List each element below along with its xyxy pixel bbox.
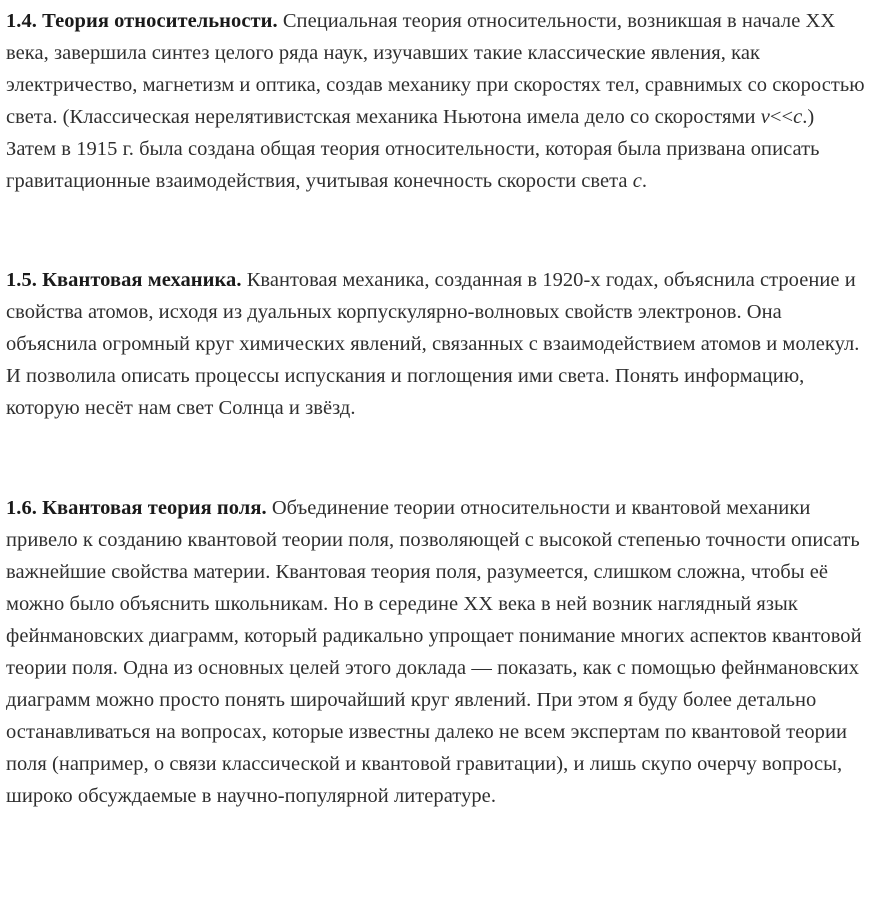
section-body-text: Специальная теория относительности, возникшая в начале XX века, завершила синтез целого ряда наук, изучавших такие классические явления, как электричество, магнетизм и оптика, создав механику при скоростях тел, сравнимых со скоростью света. (Классическая нерелятивистская механика Ньютона имела дело со скоростями [6,10,865,128]
much-less-symbol: << [769,106,794,128]
section-heading: 1.6. Квантовая теория поля. [6,497,267,519]
light-speed-variable: c [793,106,803,128]
section-heading: 1.5. Квантовая механика. [6,269,242,291]
section-relativity [6,5,868,197]
section-quantum-field-theory [6,492,868,812]
velocity-variable: v [760,106,770,128]
section-body-text: Квантовая механика, созданная в 1920-х годах, объяснила строение и свойства атомов, исходя из дуальных корпускулярно-волновых свойств электронов. Она объяснила огромный круг химических явлений, связанных с взаимодействием атомов и молекул. И позволила описать процессы испускания и поглощения ими света. Понять информацию, которую несёт нам свет Солнца и звёзд. [6,269,860,419]
section-body-text: Объединение теории относительности и квантовой механики привело к созданию квантовой теории поля, позволяющей с высокой степенью точности описать важнейшие свойства материи. Квантовая теория поля, разумеется, слишком сложна, чтобы её можно было объяснить школьникам. Но в середине XX века в ней возник наглядный язык фейнмановских диаграмм, который радикально упрощает понимание многих аспектов квантовой теории поля. Одна из основных целей этого доклада — показать, как с помощью фейнмановских диаграмм можно просто понять широчайший круг явлений. При этом я буду более детально останавливаться на вопросах, которые известны далеко не всем экспертам по квантовой теории поля (например, о связи классической и квантовой гравитации), и лишь скупо очерчу вопросы, широко обсуждаемые в научно-популярной литературе. [6,497,862,807]
section-body-text: .) Затем в 1915 г. была создана общая теория относительности, которая была призвана описать гравитационные взаимодействия, учитывая конечность скорости света [6,106,820,192]
section-quantum-mechanics [6,264,868,424]
section-heading: 1.4. Теория относительности. [6,10,278,32]
section-body-text: . [641,170,648,192]
light-speed-variable: c [632,170,642,192]
